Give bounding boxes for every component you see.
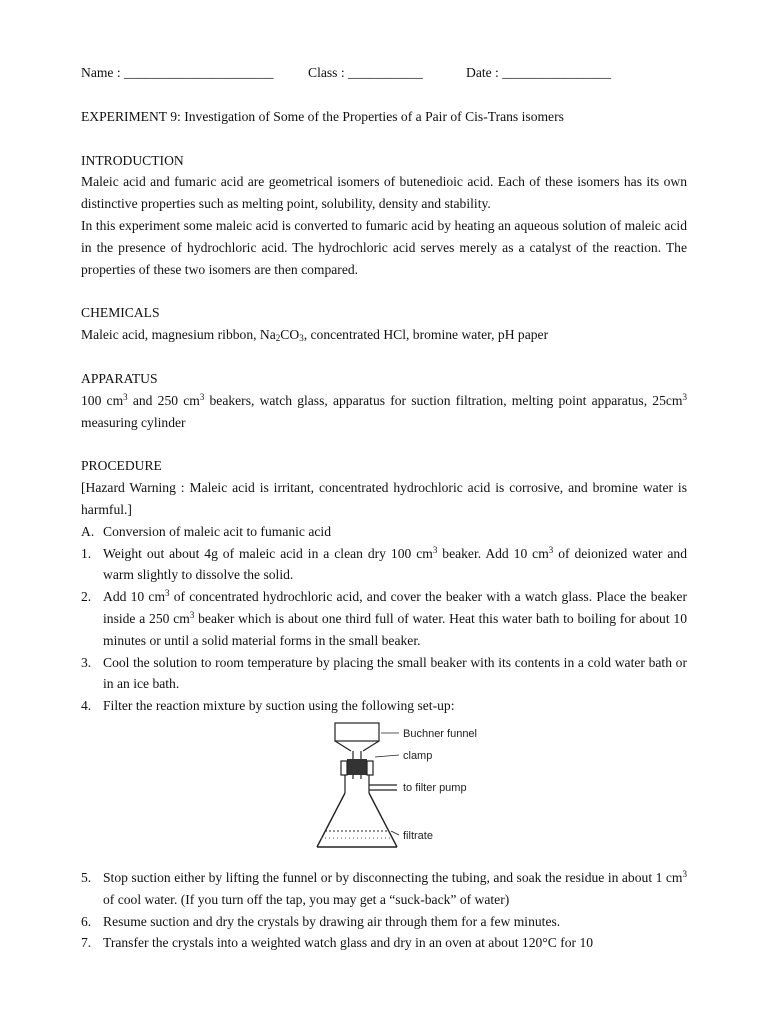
suction-filtration-figure [81, 717, 687, 867]
procedure-heading: PROCEDURE [81, 458, 162, 474]
flask-shape [317, 793, 345, 847]
clamp-shape [341, 761, 347, 775]
procedure-steps [81, 521, 687, 717]
step-4: 4. Filter the reaction mixture by suction using the following set-up: [81, 698, 455, 714]
class-field: Class : ___________ [308, 65, 423, 80]
introduction-heading: INTRODUCTION [81, 152, 184, 168]
apparatus-list: 100 $cm^3$ and 250 $cm^3$ beakers, watch glass, apparatus for suction filtration, melting point apparatus, $25cm^3$ measuring cylinder [81, 391, 687, 430]
procedure-steps-continued [81, 867, 687, 954]
filtration-apparatus-diagram [311, 721, 491, 859]
introduction-paragraph-2: In this experiment some maleic acid is converted to fumaric acid by heating an aqueous solution of maleic acid in the presence of hydrochloric acid. The hydrochloric acid serves merely as a catalyst of the reaction. The properties of these two isomers are then compared. [81, 217, 687, 277]
hazard-warning: [Hazard Warning : Maleic acid is irritant, concentrated hydrochloric acid is corrosive, and bromine water is harmful.] [81, 480, 687, 517]
label-filter-pump: to filter pump [403, 781, 467, 794]
chemicals-heading: CHEMICALS [81, 305, 160, 321]
chemicals-list: Maleic acid, magnesium ribbon, $Na_2CO_3$, concentrated HCl, bromine water, pH paper [81, 327, 549, 344]
funnel-body-shape [335, 723, 379, 741]
label-clamp: clamp [403, 749, 433, 762]
step-6: 6. Resume suction and dry the crystals by drawing air through them for a few minutes. [81, 913, 561, 929]
introduction-paragraph-1: Maleic acid and fumaric acid are geometrical isomers of butenedioic acid. Each of these isomers has its own distinctive properties such as melting point, solubility, density and stability. [81, 174, 687, 212]
label-buchner-funnel: Buchner funnel [403, 727, 477, 740]
header-fields [81, 62, 687, 84]
step-7: 7. Transfer the crystals into a weighted watch glass and dry in an oven at about 120°C for 10 [81, 935, 594, 951]
step-2: 2. Add 10 $cm^3$ of concentrated hydrochloric acid, and cover the beaker with a watch glass. Place the beaker inside a 250 $cm^3$ beaker which is about one third full of water. Heat this water bath to boiling for about 10 minutes or until a solid material forms in the small beaker. [81, 588, 687, 648]
rubber-bung-shape [347, 759, 367, 775]
document-page [81, 62, 687, 954]
step-5: 5. Stop suction either by lifting the funnel or by disconnecting the tubing, and soak the residue in about 1 $cm^3$ of cool water. (If you turn off the tap, you may get a “suck-back” of water) [81, 868, 687, 907]
step-1: 1. Weight out about 4g of maleic acid in a clean dry 100 $cm^3$ beaker. Add 10 $cm^3$ of deionized water and warm slightly to dissolve the solid. [81, 544, 687, 583]
section-a: A. Conversion of maleic acit to fumanic acid [81, 523, 331, 539]
date-field: Date : ________________ [466, 65, 611, 80]
label-filtrate: filtrate [403, 829, 433, 842]
apparatus-heading: APPARATUS [81, 370, 158, 386]
experiment-title: EXPERIMENT 9: Investigation of Some of the Properties of a Pair of Cis-Trans isomers [81, 108, 564, 124]
name-field: Name : ______________________ [81, 65, 274, 80]
step-3: 3. Cool the solution to room temperature by placing the small beaker with its contents in a cold water bath or in an ice bath. [81, 654, 687, 692]
